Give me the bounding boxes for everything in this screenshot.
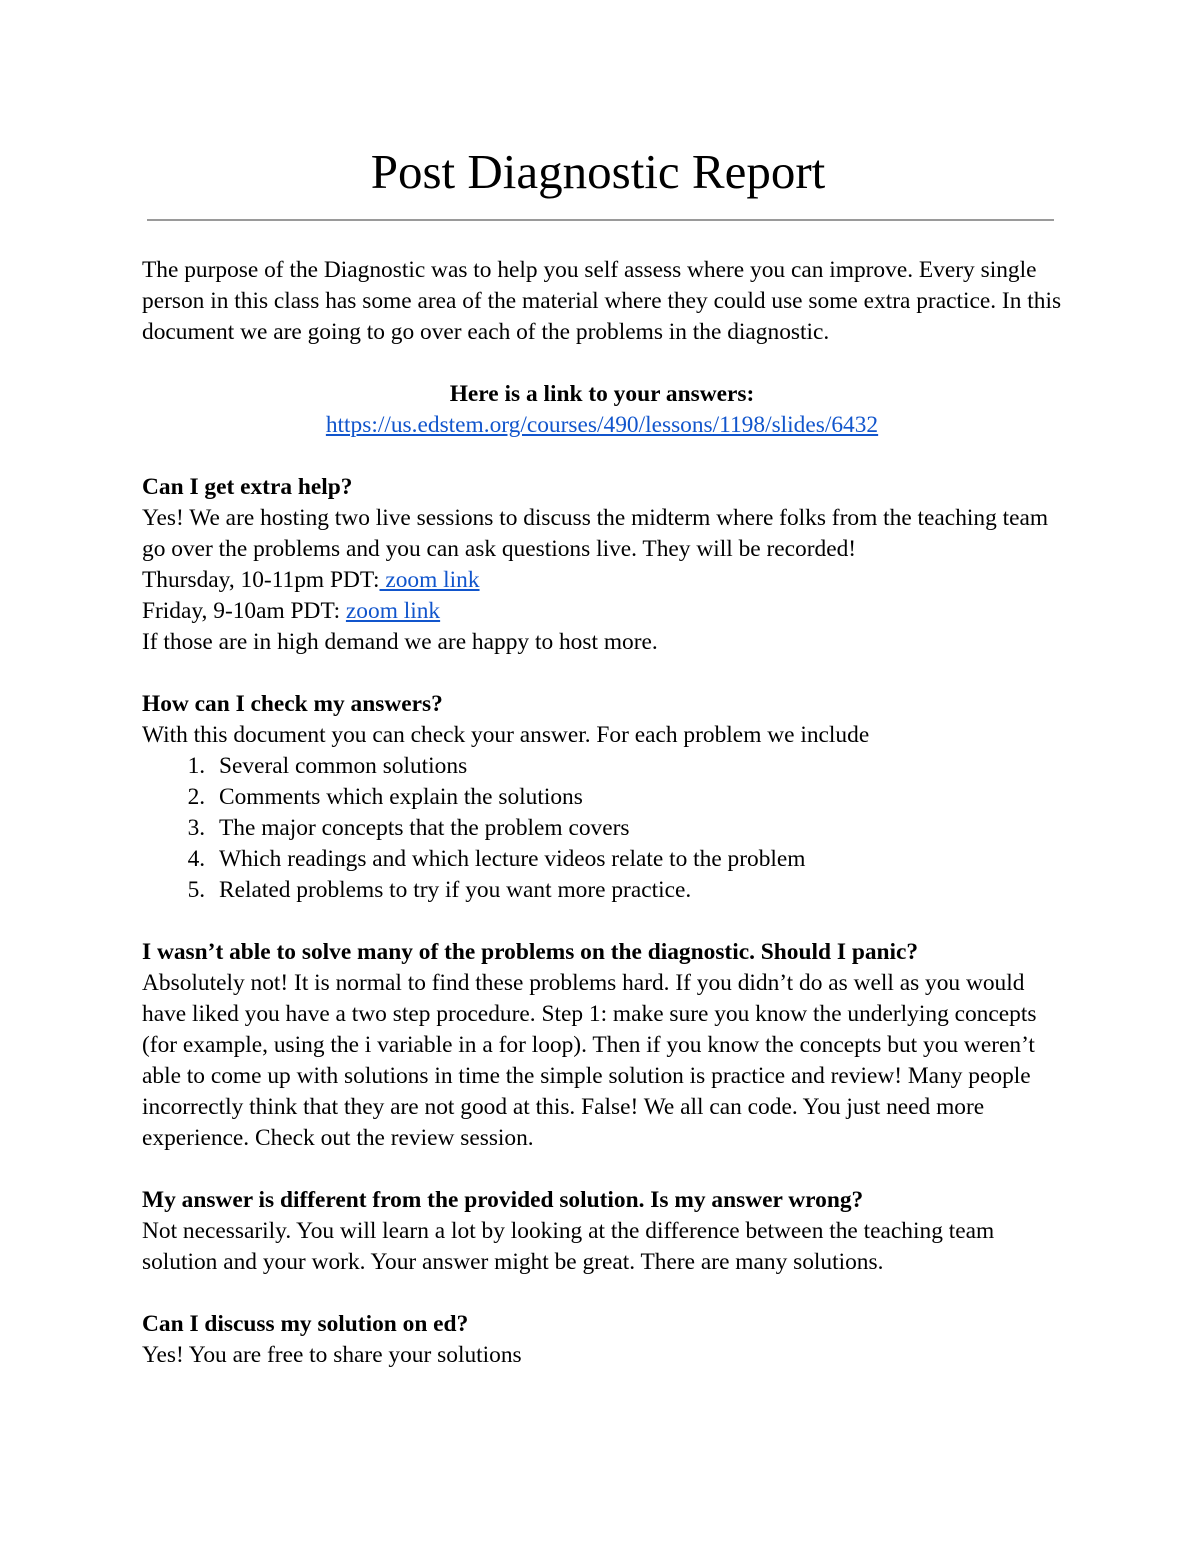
list-item: 4. Which readings and which lecture videos relate to the problem [211,844,1062,875]
includes-list [142,751,1062,906]
list-item: 3. The major concepts that the problem covers [211,813,1062,844]
different-answer-answer: Not necessarily. You will learn a lot by looking at the difference between the teaching team solution and your work. Your answer might be great. There are many solutions. [142,1218,995,1275]
intro-paragraph: The purpose of the Diagnostic was to help you self assess where you can improve. Every single person in this class has some area of the material where they could use some extra practice. In this document we are going to go over each of the problems in the diagnostic. [142,257,1062,345]
extra-help-closing: If those are in high demand we are happy to host more. [142,629,658,655]
extra-help-question: Can I get extra help? [142,474,353,500]
friday-zoom-link[interactable]: zoom link [345,598,441,624]
panic-question: I wasn’t able to solve many of the problems on the diagnostic. Should I panic? [142,939,919,965]
answers-link[interactable]: https://us.edstem.org/courses/490/lessons/1198/slides/6432 [325,412,879,438]
session-thursday-label: Thursday, 10-11pm PDT: [142,567,380,593]
session-friday [142,596,1062,627]
list-item: 1. Several common solutions [211,751,1062,782]
session-thursday [142,565,1062,596]
answers-heading: Here is a link to your answers: [449,381,755,407]
check-answers-answer: With this document you can check your answer. For each problem we include [142,722,870,748]
different-answer-question: My answer is different from the provided solution. Is my answer wrong? [142,1187,864,1213]
page-title: Post Diagnostic Report [370,144,826,199]
extra-help-answer: Yes! We are hosting two live sessions to discuss the midterm where folks from the teaching team go over the problems and you can ask questions live. They will be recorded! [142,505,1049,562]
title-divider [147,219,1054,221]
list-item: 2. Comments which explain the solutions [211,782,1062,813]
discuss-question: Can I discuss my solution on ed? [142,1311,469,1337]
document-body [142,255,1062,1371]
thursday-zoom-link[interactable]: zoom link [379,567,480,593]
session-friday-label: Friday, 9-10am PDT: [142,598,346,624]
answers-link-line [142,410,1062,441]
discuss-answer: Yes! You are free to share your solutions [142,1342,522,1368]
list-item: 5. Related problems to try if you want more practice. [211,875,1062,906]
check-answers-question: How can I check my answers? [142,691,443,717]
panic-answer: Absolutely not! It is normal to find these problems hard. If you didn’t do as well as you would have liked you have a two step procedure. Step 1: make sure you know the underlying concepts (for example, using the i variable in a for loop). Then if you know the concepts but you weren’t able to come up with solutions in time the simple solution is practice and review! Many people incorrectly think that they are not good at this. False! We all can code. You just need more experience. Check out the review session. [142,970,1037,1151]
